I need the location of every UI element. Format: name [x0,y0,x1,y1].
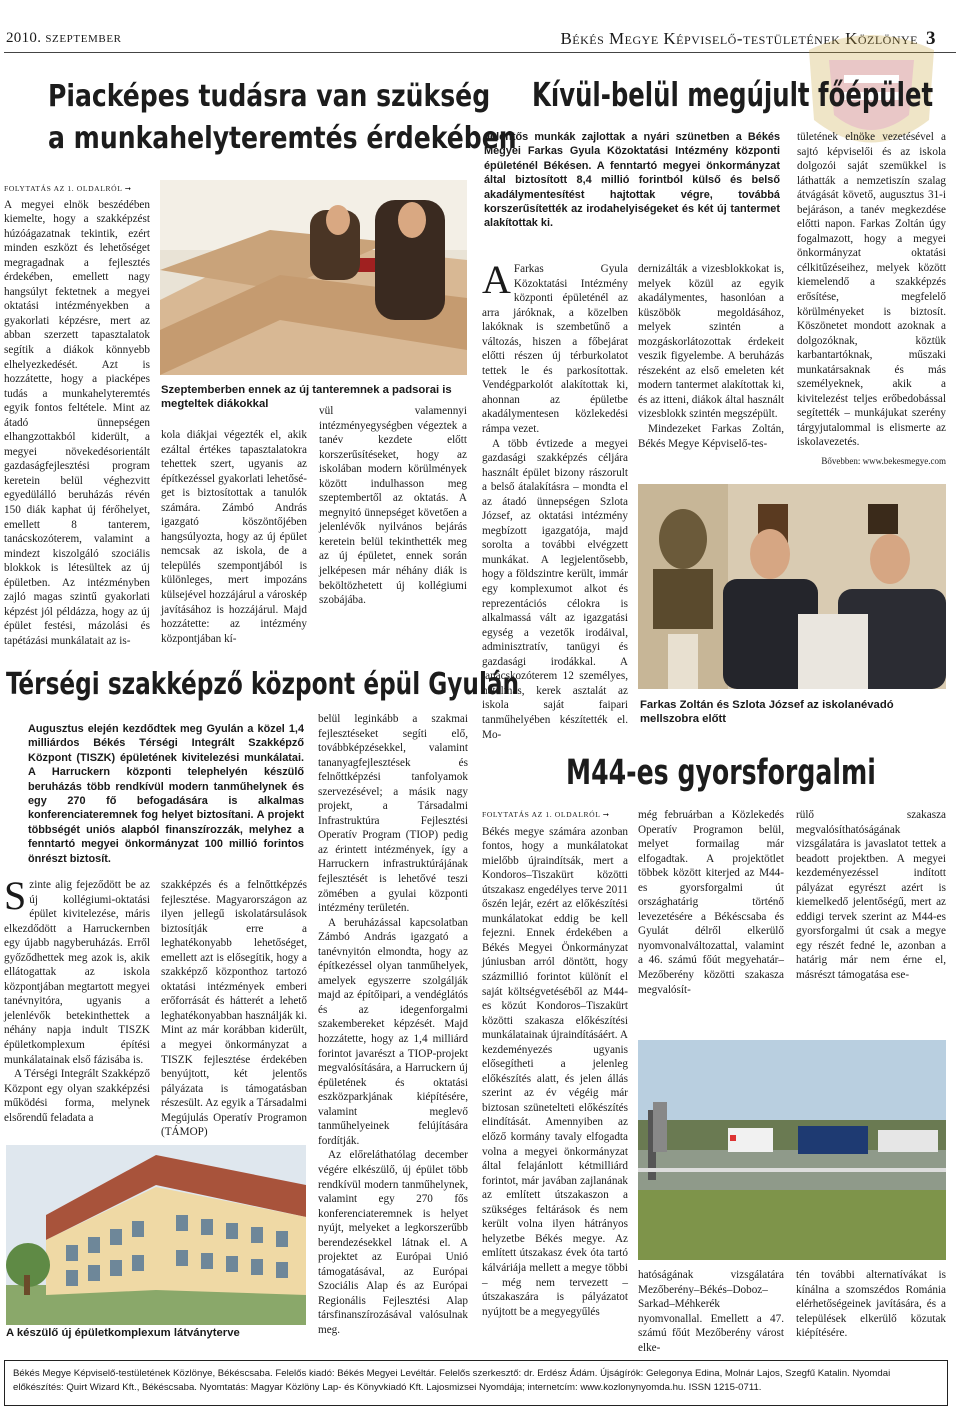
source-link: Bővebben: www.bekesmegye.com [821,456,946,467]
article4-column-3-top: rülő szakasza megvalósíthatóságának vizsgálatára is javaslatot tettek a beadott projektben. A megyei kezdeményezéssel indított pályázat egyrészt azért is kiemelkedő jelentőségű, mert az eddigi tervek szerint az M44-es gyorsforgalmi út csak a megye egy részét fedné le, azonban a határig már nem érne el, másrészt támogatása ese- [796,809,946,982]
speakers-photo-caption: Farkas Zoltán és Szlota József az iskolanévadó mellszobra előtt [640,699,894,725]
running-header: Békés Megye Képviselő-testületének Közlönye 3 [560,28,936,49]
article4-headline: M44-es gyorsforgalmi [566,753,876,793]
issue-date: 2010. SZEPTEMBER [6,30,122,46]
article1-column-1: FOLYTATÁS AZ 1. OLDALRÓL ➞ A megyei elnök beszédében kiemelte, hogy a szakképzést húzóágazatnak tekintik, ezért minden eszközt és lehetőséget megragadnak a fejlesztés érdekében, emellett nagy hangsúlyt fektetnek a megyei oktatási intézményekben a gyakorlati képzésre, mert az abban szerzett tapasztalatok segítik a diákok könnyebb elhelyezkedését. Azt is hozzátette, hogy a piacképes tudás a munkahelyteremtés egyik fontos feltétele. Mint az átadó ünnepségen elhangzottakból kiderült, a megyei növekedésorientált gazdaságfejlesztési program keretein belül véghezvitt egyedülálló beruházás révén 150 diák kaphat új férőhelyet, emellett 8 tanterem, tanácskozóterem, valamint a mindezt kiszolgáló szociális blokkok is létesültek az új épületben. Az intézményben zajló magas szintű gyakorlati képzést jól példázza, hogy az új épület festési, mázolási és tapétázási munkálatait az is- [4,184,150,647]
article1-column-3: vül valamennyi intézményegységben végeztek a tanév kezdete előtt korszerűsítéseket, hogy az iskolában modern körülmények között indulhasson meg szeptembertől az oktatás. A megnyitó ünnepséget követően a jelenlévők nyilvános bejárás keretein belül tekinthették meg az új épületet, ennek során jelképesen már néhány diák is beköltözhetett új kollégiumi szobájába. [319,405,467,607]
article3-column-1: Szinte alig fejeződött be az új kollégiumi-oktatási épület kivitelezése, máris elkezdődött a Harruckernben egy újabb nagyberuházás. Erről győződhettek meg azok is, akik ellátogattak az iskola központjában megtartott megyei tanévnyitóra, ugyanis a jelenlévők betekinthettek a néhány napja indult TISZK épületkomplexum építési munkálatainak első fázisába is. A Térségi Integrált Szakképző Központ egy olyan szakképzési működési forma, melynek elsőrendű feladata a [4,873,150,1124]
article4-column-2-top: még februárban a Közlekedés Operatív Programon belül, melyet formailag már elfogadtak. A projektötlet többek között kiterjed az M44-es gyorsforgalmi út országhatárig történő levezetésére a Békéscsaba és Gyulát délről elkerülő nyomvonalváltozattal, valamint a 46. számú főút megyehatár–Mezőberény közötti szakasza megvalósít- [638,809,784,996]
dropcap: A [482,257,511,302]
article2-column-2: dernizálták a vizesblokkokat is, melyek közül az egyik akadálymentes, hasonlóan a küszöbök megoldásához, melyek szintén a mozgáskorlátozottak érdekeit veszik figyelembe. A beruházás részeként az első emeleten két modern tantermet alakítottak ki, és az itteni, diákok által használt vizesblokk szintén megszépült. Mindezeket Farkas Zoltán, Békés Megye Képviselő-tes- [638,263,784,450]
article2-column-3: tületének elnöke vezetésével a sajtó képviselői és az iskola dolgozói saját szemükkel is láthatták a nemzetiszín szalag átvágását követő, augusztus 31-i bejáráson, a tanév megkezdése előtti napon. Farkas Zoltán úgy fogalmazott, hogy a megyei önkormányzat oktatási célkitűzéseihez, melyek között kiemelendő a szakképzés erősítése, megfelelő körülményeket is biztosít. Köszönetet mondott azoknak a dolgozóknak, köztük karbantartóknak, műszaki munkatársaknak és más személyeknek, akik a kivitelezést teljes erőbedobással segítették – munkájukat szerény tárgyjutalommal is elismerte az iskolavezetés. Bővebben: www.bekesmegye.com [797,130,946,469]
article1-headline: Piacképes tudásra van szükség a munkahelyteremtés érdekében [48,79,517,156]
building-rendering [6,1145,306,1325]
classroom-photo-caption: Szeptemberben ennek az új tanteremnek a padsorai is megteltek diákokkal [161,384,452,410]
article4-column-1: FOLYTATÁS AZ 1. OLDALRÓL ➞ Békés megye számára azonban fontos, hogy a munkálatokat mielőbb újraindítsák, mert a Kondoros–Tiszakürt közötti útszakasz engedélyes terve 2011 őszén lejár, ezért az előkészítési munkálatokat eddig be kell fejezni. Ennek érdekében a Békés Megyei Önkormányzat júniusban arról döntött, hogy százmillió forintot különít el saját költségvetéséből az M44-es közút Kondoros–Tiszakürt közötti szakasza előkészítési munkálatainak újraindításáért. A kezdeményezés ugyanis elősegítheti a jelenleg előkészítés alatt, és jelen állás szerint az év végéig már biztosan szünetelteti előkészítés elindítását. Amennyiben az előző kormány tavaly elfogadta volna a megyei önkormányzat által felajánlott kétmilliárd forintot, már javában zajlanának az említett útszakaszon a szükséges feltárások és nem került volna ilyen hátrányos helyzetbe Békés megye. Az említett útszakasz évek óta tartó kálváriája mellett a megye többi – még nem tervezett – útszakaszára is pályázatot nyújtott be a megyegyűlés [482,810,628,1318]
classroom-photo [160,180,467,375]
page-number: 3 [926,28,936,49]
article2-lead: Jelentős munkák zajlottak a nyári szünetben a Békés Megyei Farkas Gyula Közoktatási Intézmény központi épületénél Békésen. A fenntartó megyei önkormányzat által biztosított 8,4 millió forintból külső és belső akadálymentesítést hajtottak végre, továbbá korszerűsítették az irodahelyiségeket és két új tantermet alakítottak ki. [484,131,780,230]
imprint-footer: Békés Megye Képviselő-testületének Közlönye, Békéscsaba. Felelős kiadó: Békés Megyei Levéltár. Felelős szerkesztő: dr. Erdész Ádám. Újságírók: Gelegonya Edina, Molnár Lajos, Szegfű Katalin. Nyomdai előkészítés: Quirt Wizard Kft., Békéscsaba. Nyomtatás: Magyar Közlöny Lap- és Könyvkiadó Kft. Lajosmizsei Nyomdája; internetcím: www.kozlonynyomda.hu. ISSN 1215-0711. [4,1360,948,1406]
article1-column-2: kola diákjai végezték el, akik ezáltal értékes tapasztalatokra tehettek szert, ugyanis az építkezéssel gyakorlati lehetőséget is biztosítottak a tanulók számára. Zámbó András igazgató köszöntőjében hangsúlyozta, hogy az új épület nemcsak az iskola, de a település szempontjából is különleges, mert impozáns külsejével hozzájárul a városkép javításához is hozzájárul. Majd hozzátette: az intézmény központjában kí- [161,429,307,645]
article4-column-3-bottom: tén további alternatívákat is kínálna a szomszédos Románia elérhetőségeinek javítására, és a települések elkerülő közutak kiépítésére. [796,1269,946,1340]
article2-column-1: A Farkas Gyula Közoktatási Intézmény központi épületénél az arra járóknak, a közelben lakóknak is szembetűnő a változás, hiszen a főbejárat előtti részen új térburkolatot tettek le és parkosítottak. Vendégparkolót alakítottak ki, ahonnan az épületbe akadálymentesen közlekedési rámpa vezet. A több évtizede a megyei gazdasági szakképzés céljára használt épület bizony rászorult a belső átalakításra – mondta el az átadó ünnepségen Szlota József, az oktatási intézmény megbízott igazgatója, majd sorolta a további elvégzett munkákat. A legjelentősebb, hogy a földszintre került, immár egy komplexumot alkot és reprezentációs célokra is alkalmassá vált az igazgatási egység a vezetők irodáival, adminisztratív, tanügyi és gazdasági irodákkal. A tanácskozóterem 12 személyes, hatalmas, kerek asztalát az iskola saját faipari tanműhelyében készítették el. Mo- [482,257,628,741]
continuation-kicker: FOLYTATÁS AZ 1. OLDALRÓL ➞ [4,184,132,193]
article3-column-3: belül leginkább a szakmai fejlesztéseket segíti elő, továbbképzésekkel, valamint tananyagfejlesztések és felnőttképzési tanfolyamok szervezésével; a másik nagy projekt, a Társadalmi Infrastruktúra Fejlesztési Operatív Program (TIOP) pedig az érintett intézmények, így a Harruckern infrastruktúrájának fejlesztését is lehetővé teszi zömében a gyulai központi intézmény területén. A beruházással kapcsolatban Zámbó András igazgató a tanévnyitón elmondta, hogy az építkezéssel olyan tanműhelyek, amelyek egyszerre szolgálják majd az építőipari, a vendéglátós és az idegenforgalmi szakembereket képzését. Majd hozzátette, hogy az 1,4 milliárd forintot javarészt a TIOP-projekt megvalósítására, a Harruckern új épületének és oktatási eszközparkjának kiépítésére, valamint meglevő tanműhelyeinek felújítására fordítják. Az előreláthatólag december végére elkészülő, új épület több rendkívül modern tanműhelynek, valamint egy 270 fős konferenciateremnek is helyet nyújt, melyeket a legkorszerűbb berendezésekkel látnak el. A projektet az Európai Unió támogatásával, az Európai Szociális Alap és az Európai Regionális Fejlesztési Alap társfinanszírozásával valósulnak meg. [318,713,468,1336]
highway-photo [638,1040,946,1260]
article3-headline: Térségi szakképző központ épül Gyulán [6,667,520,702]
building-rendering-caption: A készülő új épületkomplexum látványterve [6,1327,240,1339]
continuation-kicker: FOLYTATÁS AZ 1. OLDALRÓL ➞ [482,810,610,819]
article3-lead: Augusztus elején kezdődtek meg Gyulán a közel 1,4 milliárdos Békés Térségi Integrált Szakképző Központ (TISZK) épületének kivitelezési munkálatai. A Harruckern központi telephelyén készülő beruházás több rendkívül modern tanműhelynek és egy 270 fő befogadására is alkalmas konferenciateremnek fog helyet biztosítani. A projekt többségét uniós alapból finanszírozzák, melyhez a fenntartó megyei önkormányzat 100 millió forintos önrészt biztosít. [28,723,304,865]
article4-column-2-bottom: hatóságának vizsgálatára Mezőberény–Békés–Doboz–Sarkad–Méhkerék nyomvonallal. Emellett a 47. számú főút Mezőberény várost elke- [638,1269,784,1354]
article2-headline: Kívül-belül megújult főépület [532,75,934,114]
article3-column-2: szakképzés és a felnőttképzés fejlesztése. Magyarországon az ilyen jellegű iskolatársulások biztosítják erre a leghatékonyabb lehetőséget, emellett azt is elősegítik, hogy a szakképző központhoz tartozó oktatási intézmények emberi erőforrását és hátterét a lehető leghatékonyabban használják ki. Mint az már korábban kiderült, a megyei önkormányzat a TISZK fejlesztése érdekében benyújtott, két jelentős pályázata is támogatásban részesült. Az egyik a Társadalmi Megújulás Operatív Programon (TÁMOP) [161,879,307,1139]
dropcap: S [4,873,27,918]
speakers-photo [638,484,946,689]
